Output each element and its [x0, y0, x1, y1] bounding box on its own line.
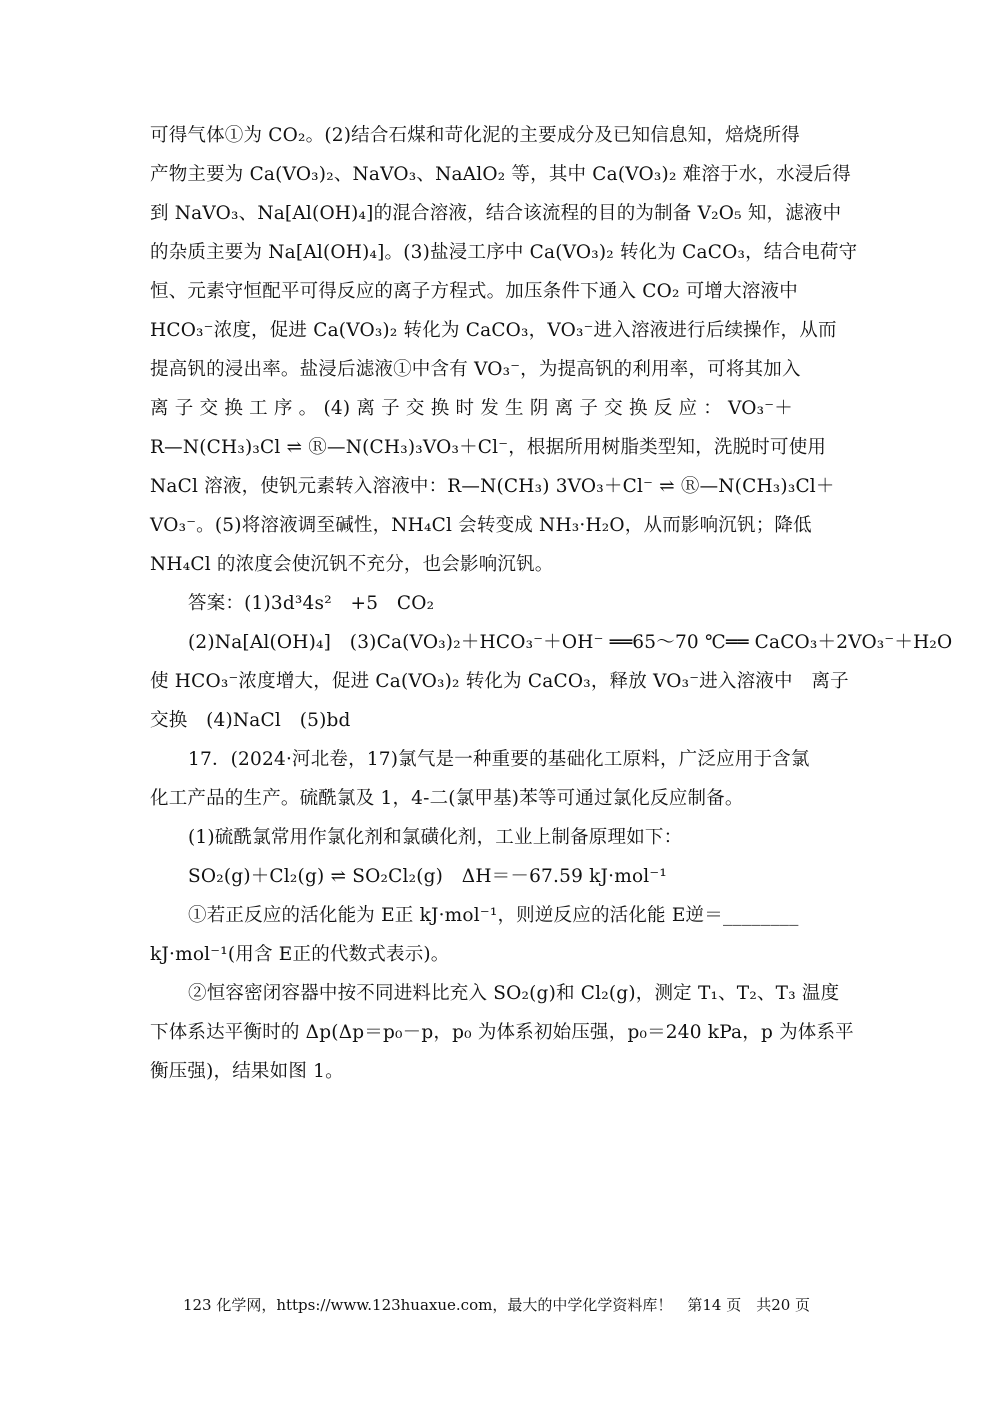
- question-line: 下体系达平衡时的 Δp(Δp＝p₀－p，p₀ 为体系初始压强，p₀＝240 kPa，p 为体系平: [150, 1022, 854, 1043]
- text-line: 可得气体①为 CO₂。(2)结合石煤和苛化泥的主要成分及已知信息知，焙烧所得: [150, 125, 800, 146]
- question-line: 化工产品的生产。硫酰氯及 1，4-二(氯甲基)苯等可通过氯化反应制备。: [150, 788, 744, 809]
- answer-line: 答案：(1)3d³4s² +5 CO₂: [188, 593, 435, 614]
- text-line: 的杂质主要为 Na[Al(OH)₄]。(3)盐浸工序中 Ca(VO₃)₂ 转化为 CaCO₃，结合电荷守: [150, 242, 858, 263]
- question-line: kJ·mol⁻¹(用含 E正的代数式表示)。: [150, 944, 450, 965]
- question-line: ①若正反应的活化能为 E正 kJ·mol⁻¹，则逆反应的活化能 E逆＝________: [188, 905, 799, 926]
- text-line: 恒、元素守恒配平可得反应的离子方程式。加压条件下通入 CO₂ 可增大溶液中: [150, 281, 798, 302]
- document-body: [150, 116, 953, 1091]
- question-line: 衡压强)，结果如图 1。: [150, 1061, 344, 1082]
- question-line: (1)硫酰氯常用作氯化剂和氯磺化剂，工业上制备原理如下：: [188, 827, 683, 848]
- answer-line: 使 HCO₃⁻浓度增大，促进 Ca(VO₃)₂ 转化为 CaCO₃，释放 VO₃⁻进入溶液中 离子: [150, 671, 849, 692]
- page-footer: 123 化学网，https://www.123huaxue.com，最大的中学化学资料库！ 第14 页 共20 页: [182, 1296, 811, 1314]
- text-line: 到 NaVO₃、Na[Al(OH)₄]的混合溶液，结合该流程的目的为制备 V₂O₅ 知，滤液中: [150, 203, 842, 224]
- text-line: NH₄Cl 的浓度会使沉钒不充分，也会影响沉钒。: [150, 554, 554, 575]
- equation-line: SO₂(g)＋Cl₂(g) ⇌ SO₂Cl₂(g) ΔH＝－67.59 kJ·mol⁻¹: [188, 866, 668, 887]
- question-line: 17．(2024·河北卷，17)氯气是一种重要的基础化工原料，广泛应用于含氯: [188, 749, 810, 770]
- answer-line: 交换 (4)NaCl (5)bd: [150, 710, 351, 731]
- text-line: NaCl 溶液，使钒元素转入溶液中：R—N(CH₃) 3VO₃＋Cl⁻ ⇌ Ⓡ—N(CH₃)₃Cl＋: [150, 476, 835, 497]
- question-line: ②恒容密闭容器中按不同进料比充入 SO₂(g)和 Cl₂(g)，测定 T₁、T₂、T₃ 温度: [188, 983, 840, 1004]
- text-line: HCO₃⁻浓度，促进 Ca(VO₃)₂ 转化为 CaCO₃，VO₃⁻进入溶液进行后续操作，从而: [150, 320, 837, 341]
- text-line: R—N(CH₃)₃Cl ⇌ Ⓡ—N(CH₃)₃VO₃＋Cl⁻，根据所用树脂类型知，洗脱时可使用: [150, 437, 827, 458]
- text-line: 提高钒的浸出率。盐浸后滤液①中含有 VO₃⁻，为提高钒的利用率，可将其加入: [150, 359, 801, 380]
- answer-line: (2)Na[Al(OH)₄] (3)Ca(VO₃)₂＋HCO₃⁻＋OH⁻ ══65～70 ℃══ CaCO₃＋2VO₃⁻＋H₂O: [188, 632, 953, 653]
- text-line: 离 子 交 换 工 序 。 (4) 离 子 交 换 时 发 生 阴 离 子 交 换 反 应 ： VO₃⁻＋: [150, 398, 793, 419]
- text-line: 产物主要为 Ca(VO₃)₂、NaVO₃、NaAlO₂ 等，其中 Ca(VO₃)₂ 难溶于水，水浸后得: [150, 164, 851, 185]
- text-line: VO₃⁻。(5)将溶液调至碱性，NH₄Cl 会转变成 NH₃·H₂O，从而影响沉钒；降低: [150, 515, 812, 536]
